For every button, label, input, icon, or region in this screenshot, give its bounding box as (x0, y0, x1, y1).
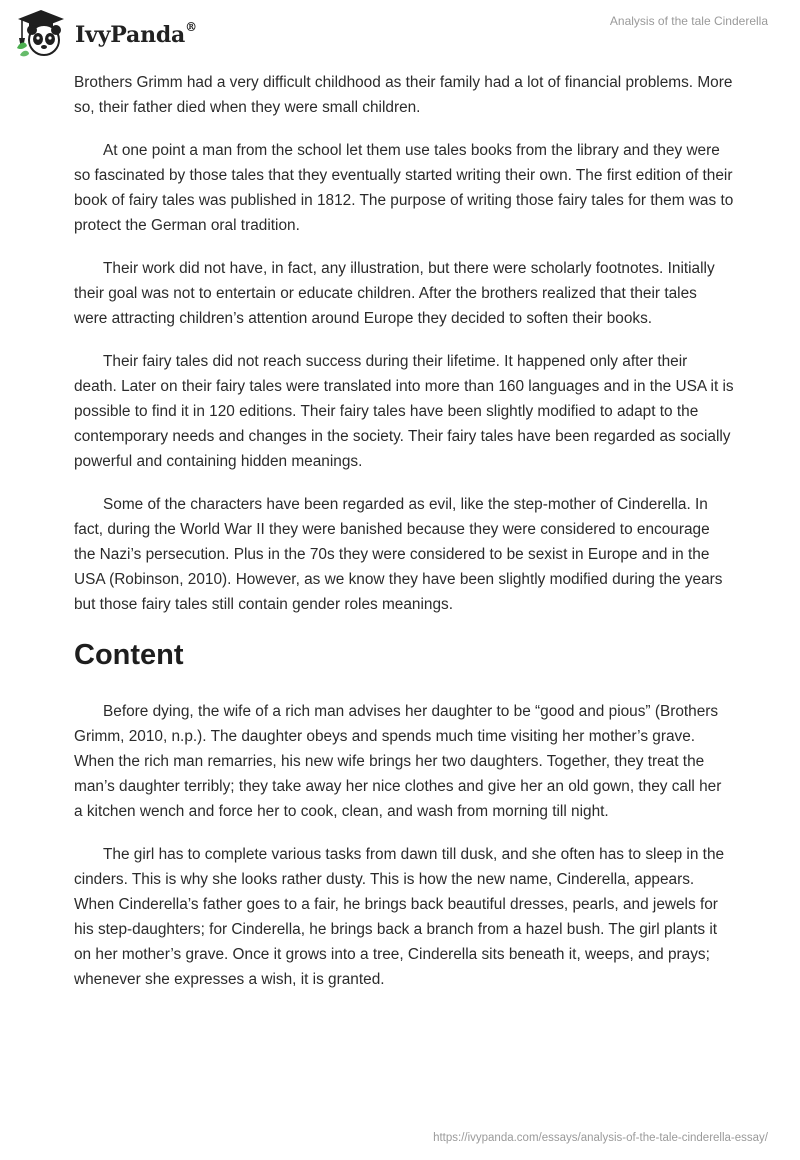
paragraph: Brothers Grimm had a very difficult childhood as their family had a lot of financial problems. More so, their father died when they were small children. (74, 74, 733, 116)
document-title: Analysis of the tale Cinderella (609, 14, 768, 28)
paragraph: Some of the characters have been regarded as evil, like the step-mother of Cinderella. In fact, during the World War II they were banished because they were considered to encourage the Nazi’s persecution. Plus in the 70s they were considered to be sexist in Europe and in the USA (Robinson, 2010). However, as we know they have been slightly modified during the years but those fairy tales still contain gender roles meanings. (74, 496, 723, 613)
section-heading-content: Content (74, 639, 184, 671)
panda-graduate-icon (14, 8, 68, 58)
page-header (0, 0, 800, 68)
ivypanda-logo[interactable] (14, 8, 197, 58)
paragraph: The girl has to complete various tasks from dawn till dusk, and she often has to sleep in the cinders. This is why she looks rather dusty. This is how the new name, Cinderella, appears. When Cinderella’s father goes to a fair, he brings back beautiful dresses, pearls, and jewels for his step-daughters; for Cinderella, he brings back a branch from a hazel bush. The girl plants it on her mother’s grave. Once it grows into a tree, Cinderella sits beneath it, weeps, and prays; whenever she expresses a wish, it is granted. (74, 846, 725, 988)
essay-body (74, 70, 734, 1010)
paragraph: At one point a man from the school let them use tales books from the library and they were so fascinated by those tales that they eventually started writing their own. The first edition of their book of fairy tales was published in 1812. The purpose of writing those fairy tales for them was to protect the German oral tradition. (74, 142, 734, 234)
paragraph: Their fairy tales did not reach success during their lifetime. It happened only after their death. Later on their fairy tales were translated into more than 160 languages and in the USA it is possible to find it in 120 editions. Their fairy tales have been slightly modified to adapt to the contemporary needs and changes in the society. Their fairy tales have been regarded as socially powerful and containing hidden meanings. (74, 353, 734, 470)
paragraph: Before dying, the wife of a rich man advises her daughter to be “good and pious” (Brothers Grimm, 2010, n.p.). The daughter obeys and spends much time visiting her mother’s grave. When the rich man remarries, his new wife brings her two daughters. Together, they treat the man’s daughter terribly; they take away her nice clothes and give her an old gown, they call her a kitchen wench and force her to cook, clean, and wash from morning till night. (74, 703, 722, 820)
source-url-link[interactable]: https://ivypanda.com/essays/analysis-of-the-tale-cinderella-essay/ (433, 1132, 768, 1144)
logo-wordmark: IvyPanda® (75, 20, 197, 48)
paragraph: Their work did not have, in fact, any illustration, but there were scholarly footnotes. Initially their goal was not to entertain or educate children. After the brothers realized that their tales were attracting children’s attention around Europe they decided to soften their books. (74, 260, 715, 327)
